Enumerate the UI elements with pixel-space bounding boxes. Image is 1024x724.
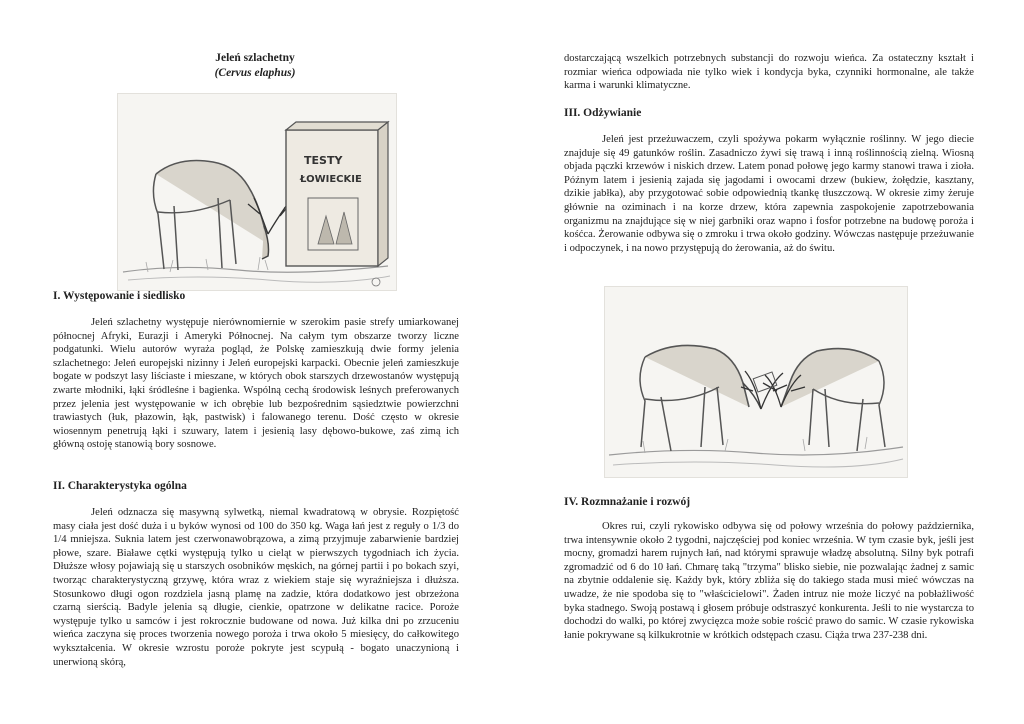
sign-line-2: ŁOWIECKIE xyxy=(300,174,362,185)
latin-name: (Cervus elaphus) xyxy=(214,67,296,79)
section-2-text: Jeleń odznacza się masywną sylwetką, niemal kwadratową w obrysie. Rozpiętość masy ciała jest dość duża i u byków wynosi od 100 do 350 kg. Waga łań jest z reguły o 1/3 do 1/4 mniejsza. Suknia latem jest czerwonawobrązowa, a zimą przyjmuje zabarwienie bardziej płowe, szare. Białawe cętki występują tylko u cieląt w pierwszych tygodniach ich życia. Dłuższe włosy pojawiają się u starszych osobników męskich, na górnej partii i po bokach szyi, tworząc charakterystyczną grzywę, która wraz z wiekiem staje się wyraźniejsza i dłuższa. Stosunkowo długi ogon rozdziela jasną plamę na zadzie, która dodatkowo jest obrzeżona czarną sierścią. Badyle jelenia są długie, cienkie, opatrzone w delikatne racice. Poroże występuje tylko u samców i jest rokrocznie budowane od nowa. Już kilka dni po zrzuceniu wieńca zaczyna się proces tworzenia nowego poroża i trwa około 5 miesięcy, do całkowitego wykształcenia. W okresie wzrostu poroże pokryte jest scypułą - bogato unaczynioną i unerwioną skórą, xyxy=(53,507,459,668)
title-text: Jeleń szlachetny xyxy=(215,52,295,64)
continuation-paragraph xyxy=(564,52,974,93)
section-1-text: Jeleń szlachetny występuje nierównomiernie w szerokim pasie strefy umiarkowanej północnej Afryki, Eurazji i Ameryki Północnej. Na całym tym obszarze tworzy liczne podgatunki. Wielu autorów wyraża pogląd, że Polskę zamieszkują dwie formy jelenia szlachetnego: Jeleń europejski nizinny i Jeleń europejski karpacki. Obecnie jeleń zamieszkuje bogate w podszyt lasy liściaste i mieszane, w których obok starszych drzewostanów występują zwarte młodniki, łąki śródleśne i bagienka. Wspólną cechą środowisk leśnych preferowanych przez jelenia jest występowanie w ich obrębie lub bezpośrednim sąsiedztwie powierzchni trawiastych (łuk, płazowin, łąk, pastwisk) i falowanego terenu. Dość często w okresie wiosennym penetrują łąki i szuwary, latem i jesienią lasy dębowo-bukowe, zaś zimą ich główną ostoję stanowią bory sosnowe. xyxy=(53,317,459,451)
deer-grazing-illustration xyxy=(117,93,397,291)
sign-line-1: TESTY xyxy=(304,154,343,167)
section-3-paragraph xyxy=(564,133,974,255)
deer-fighting-sketch xyxy=(605,287,907,477)
section-3-text: Jeleń jest przeżuwaczem, czyli spożywa pokarm wyłącznie roślinny. W jego diecie znajduje się 49 gatunków roślin. Zasadniczo żywi się trawą i inną roślinnością zielną. Wiosną objada pączki krzewów i niskich drzew. Latem ponad połowę jego karmy stanowi trawa i zioła. Późnym latem i jesienią zajada się jagodami i owocami drzew (bukiew, żołędzie, kasztany, dzikie jabłka), aby przygotować sobie odpowiednią tkankę tłuszczową. W okresie zimy żeruje głównie na oziminach i na korze drzew, która zapewnia zaspokojenie zapotrzebowania organizmu na znajdujące się w niej garbniki oraz wapno i fosfor potrzebne na budowę poroża i kośćca. Żerowanie odbywa się o zmroku i trwa około godziny. Wówczas następuje przeżuwanie i odpoczynek, i na nowo przystępują do żerowania, aż do świtu. xyxy=(564,134,974,254)
section-4-paragraph xyxy=(564,520,974,642)
section-2-paragraph xyxy=(53,506,459,669)
section-4-text: Okres rui, czyli rykowisko odbywa się od połowy września do połowy października, trwa intensywnie około 2 tygodni, najczęściej pod koniec września. W tym czasie byk, jeśli jest mocny, gromadzi harem rujnych łań, nad którymi sprawuje władzę absolutną. Silny byk potrafi zgromadzić od 6 do 10 łań. Chmarę taką "trzyma" blisko siebie, nie pozwalając żadnej z samic na zbytnie oddalenie się. Każdy byk, który zbliża się do takiego stada musi mieć wówczas na uwadze, że nie spodoba się to "właścicielowi". Żaden intruz nie może liczyć na pobłażliwość byka stadnego. Swoją postawą i głosem próbuje odstraszyć konkurenta. Jeśli to nie wystarcza to dochodzi do walki, po której zwycięzca może sobie rościć prawo do samic. W czasie rykowiska łanie pokrywane są kilkukrotnie w krótkich odstępach czasu. Ciąża trwa 237-238 dni. xyxy=(564,521,974,641)
section-4-heading: IV. Rozmnażanie i rozwój xyxy=(564,496,691,508)
deer-fighting-illustration xyxy=(604,286,908,478)
section-3-heading: III. Odżywianie xyxy=(564,107,642,119)
section-1-heading: I. Występowanie i siedlisko xyxy=(53,290,186,302)
continuation-text: dostarczającą wszelkich potrzebnych substancji do rozwoju wieńca. Za ostateczny kształt i rozmiar wieńca odpowiada nie tylko wiek i kondycja byka, czynniki hormonalne, ale także karma i warunki klimatyczne. xyxy=(564,53,974,92)
right-page xyxy=(512,0,1024,724)
deer-grazing-sketch xyxy=(118,94,396,290)
section-1-paragraph xyxy=(53,316,459,452)
section-2-heading: II. Charakterystyka ogólna xyxy=(53,480,187,492)
page-title xyxy=(160,51,350,81)
